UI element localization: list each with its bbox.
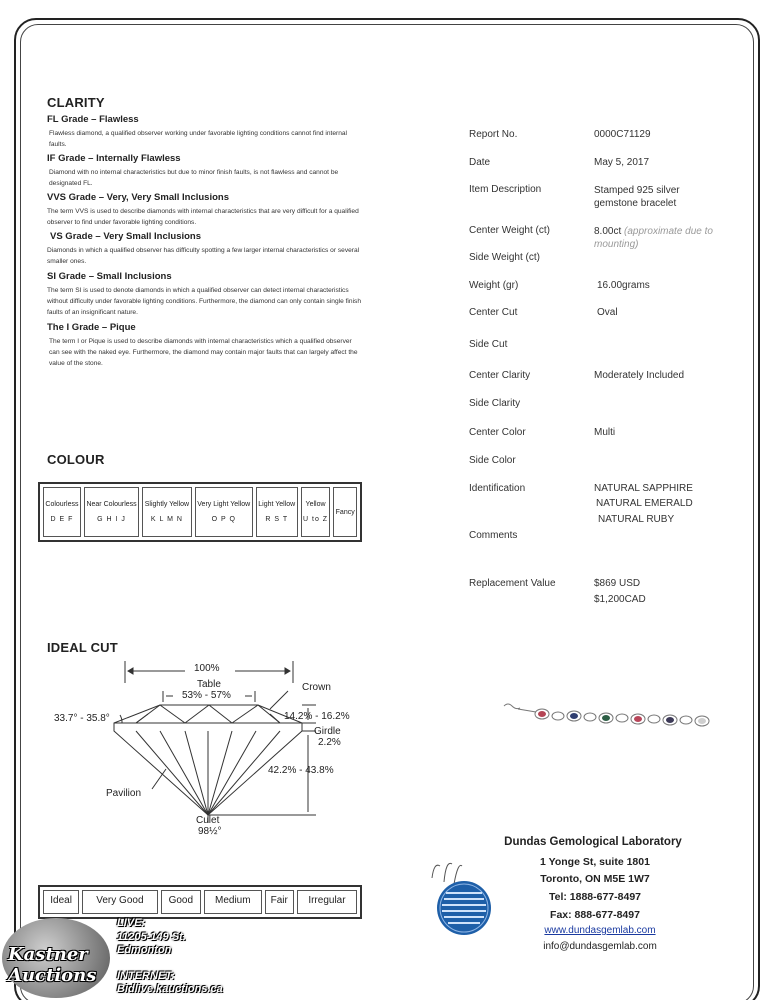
report-no-value: 0000C71129 bbox=[594, 129, 651, 140]
grade-vvs-desc: The term VVS is used to describe diamonds with internal characteristics that are very difficult for a qualified observer to find under favorable lighting conditions. bbox=[47, 208, 359, 226]
identification-label: Identification bbox=[469, 483, 526, 494]
side-color-label: Side Color bbox=[469, 455, 516, 466]
grade-si-title: SI Grade – Small Inclusions bbox=[47, 271, 172, 282]
colour-cell: Near Colourless G H I J bbox=[84, 487, 139, 537]
date-value: May 5, 2017 bbox=[594, 157, 650, 168]
comments-label: Comments bbox=[469, 530, 518, 541]
identification-value-3: NATURAL RUBY bbox=[598, 514, 675, 525]
report-no-label: Report No. bbox=[469, 129, 518, 140]
watermark-address: 11205-149 St. bbox=[117, 931, 186, 943]
watermark-internet-url[interactable]: Bidlive.kauctions.ca bbox=[117, 983, 223, 995]
colour-cell: Slightly Yellow K L M N bbox=[142, 487, 191, 537]
watermark-city: Edmonton bbox=[117, 944, 172, 956]
cut-grade-cell: Very Good bbox=[82, 890, 157, 914]
identification-value-1: NATURAL SAPPHIRE bbox=[594, 483, 693, 494]
center-clarity-value: Moderately Included bbox=[594, 370, 685, 381]
lab-email: info@dundasgemlab.com bbox=[543, 941, 657, 952]
colour-cell: Yellow U to Z bbox=[301, 487, 331, 537]
weight-value: 16.00grams bbox=[597, 280, 650, 291]
lab-website-link[interactable]: www.dundasgemlab.com bbox=[544, 925, 656, 936]
bracelet-photo bbox=[500, 700, 725, 740]
lab-address-2: Toronto, ON M5E 1W7 bbox=[540, 873, 650, 885]
center-cut-value: Oval bbox=[597, 307, 618, 318]
grade-i-desc: The term I or Pique is used to describe diamonds with internal characteristics which a qualified observer can see with the naked eye. Furthermore, the diamond may contain major faults that can largely affect the value of the stone. bbox=[49, 338, 358, 367]
identification-value-2: NATURAL EMERALD bbox=[596, 498, 693, 509]
cut-culet-label: Culet bbox=[196, 815, 220, 826]
center-color-value: Multi bbox=[594, 427, 616, 438]
item-description-value: Stamped 925 silver gemstone bracelet bbox=[594, 185, 680, 209]
cut-girdle-value: 2.2% bbox=[318, 737, 341, 748]
colour-cell: Colourless D E F bbox=[43, 487, 81, 537]
side-clarity-label: Side Clarity bbox=[469, 398, 521, 409]
grade-vs-desc: Diamonds in which a qualified observer has difficulty spotting a few larger internal characteristics or several smaller ones. bbox=[47, 247, 360, 265]
grade-if-title: IF Grade – Internally Flawless bbox=[47, 153, 181, 164]
cut-crown-label: Crown bbox=[302, 682, 331, 693]
replacement-value-cad: $1,200CAD bbox=[594, 594, 646, 605]
cut-grade-table bbox=[38, 885, 362, 919]
center-weight-value: 8.00ct (approximate due to mounting) bbox=[594, 226, 713, 250]
cut-girdle-label: Girdle bbox=[314, 726, 341, 737]
center-weight-label: Center Weight (ct) bbox=[469, 225, 550, 236]
grade-vvs-title: VVS Grade – Very, Very Small Inclusions bbox=[47, 192, 229, 203]
cut-pavilion-label: Pavilion bbox=[106, 788, 142, 799]
center-weight-note: (approximate due to mounting) bbox=[594, 226, 713, 250]
replacement-value-label: Replacement Value bbox=[469, 578, 556, 589]
center-clarity-label: Center Clarity bbox=[469, 370, 531, 381]
cut-width-label: 100% bbox=[194, 663, 220, 674]
cut-grade-cell: Fair bbox=[265, 890, 294, 914]
lab-fax: Fax: 888-677-8497 bbox=[550, 909, 640, 921]
cut-crown-angle: 33.7° - 35.8° bbox=[54, 713, 110, 724]
cut-grade-cell: Irregular bbox=[297, 890, 357, 914]
item-description-label: Item Description bbox=[469, 184, 542, 195]
grade-fl-title: FL Grade – Flawless bbox=[47, 114, 139, 125]
grade-if-desc: Diamond with no internal characteristics but due to minor finish faults, is not flawless and cannot be designated FL. bbox=[49, 169, 339, 187]
cut-table-label: Table bbox=[197, 679, 221, 690]
weight-label: Weight (gr) bbox=[469, 280, 519, 291]
colour-cell: Very Light Yellow O P Q bbox=[195, 487, 253, 537]
replacement-value-usd: $869 USD bbox=[594, 578, 641, 589]
lab-seal-logo bbox=[424, 858, 499, 940]
cut-crown-height: 14.2% - 16.2% bbox=[284, 711, 350, 722]
colour-title: COLOUR bbox=[47, 452, 105, 467]
lab-tel: Tel: 1888-677-8497 bbox=[548, 891, 642, 903]
cut-grade-cell: Ideal bbox=[43, 890, 79, 914]
cut-grade-cell: Good bbox=[161, 890, 201, 914]
cut-grade-cell: Medium bbox=[204, 890, 261, 914]
auction-logo-text: Kastner Auctions bbox=[8, 944, 97, 986]
grade-fl-desc: Flawless diamond, a qualified observer working under favorable lighting conditions cannot find internal faults. bbox=[49, 130, 347, 148]
side-weight-label: Side Weight (ct) bbox=[469, 252, 540, 263]
grade-si-desc: The term SI is used to denote diamonds in which a qualified observer can detect internal characteristics without difficulty under favorable lighting conditions. Furthermore, the diamond can only contain single finish faults of an insignificant nature. bbox=[47, 287, 361, 316]
colour-cell: Light Yellow R S T bbox=[256, 487, 298, 537]
grade-i-title: The I Grade – Pique bbox=[47, 322, 136, 333]
date-label: Date bbox=[469, 157, 491, 168]
ideal-cut-title: IDEAL CUT bbox=[47, 640, 118, 655]
colour-cell: Fancy bbox=[333, 487, 357, 537]
lab-name: Dundas Gemological Laboratory bbox=[504, 836, 682, 848]
side-cut-label: Side Cut bbox=[469, 339, 508, 350]
lab-address-1: 1 Yonge St, suite 1801 bbox=[540, 856, 650, 868]
cut-culet-angle: 98½° bbox=[198, 826, 222, 837]
watermark-internet-label: INTERNET: bbox=[117, 970, 175, 982]
colour-scale-table bbox=[38, 482, 362, 542]
clarity-title: CLARITY bbox=[47, 95, 105, 110]
center-cut-label: Center Cut bbox=[469, 307, 518, 318]
watermark-live-label: LIVE: bbox=[117, 917, 146, 929]
grade-vs-title: VS Grade – Very Small Inclusions bbox=[50, 231, 202, 242]
cut-table-value: 53% - 57% bbox=[182, 690, 231, 701]
center-color-label: Center Color bbox=[469, 427, 526, 438]
cut-pavilion-depth: 42.2% - 43.8% bbox=[268, 765, 334, 776]
